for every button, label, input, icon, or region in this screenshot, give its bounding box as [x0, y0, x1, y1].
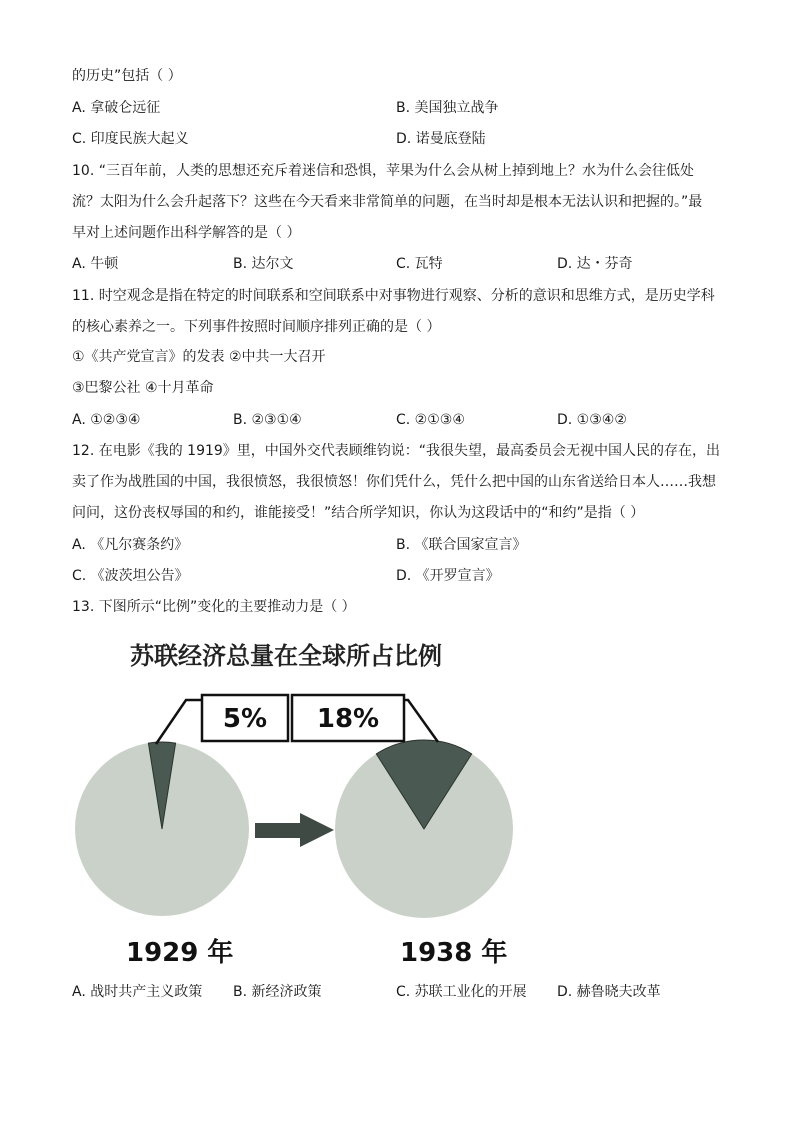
q9-option-d[interactable]: D. 诺曼底登陆: [396, 131, 486, 147]
q11-stem-line-1: 11. 时空观念是指在特定的时间联系和空间联系中对事物进行观察、分析的意识和思维方式，是历史学科: [72, 288, 715, 304]
q10-option-d[interactable]: D. 达・芬奇: [557, 256, 633, 272]
q11-option-c[interactable]: C. ②①③④: [396, 412, 465, 428]
q11-option-a[interactable]: A. ①②③④: [72, 412, 141, 428]
q12-stem-line-2: 卖了作为战胜国的中国，我很愤怒，我很愤怒！你们凭什么，凭什么把中国的山东省送给日本人……我想: [72, 474, 716, 490]
q12-stem-line-1: 12. 在电影《我的 1919》里，中国外交代表顾维钧说：“我很失望，最高委员会无视中国人民的存在，出: [72, 443, 721, 459]
q10-option-b[interactable]: B. 达尔文: [233, 256, 294, 272]
q12-option-b[interactable]: B. 《联合国家宣言》: [396, 537, 527, 553]
share-label-1929: 5%: [222, 704, 268, 734]
q11-stem-line-2: 的核心素养之一。下列事件按照时间顺序排列正确的是（ ）: [72, 319, 441, 335]
year-label-1938: 1938 年: [400, 938, 508, 968]
q13-option-a[interactable]: A. 战时共产主义政策: [72, 984, 203, 1000]
chart-title: 苏联经济总量在全球所占比例: [130, 642, 442, 670]
q11-events-line-2: ③巴黎公社 ④十月革命: [72, 380, 214, 396]
q13-stem: 13. 下图所示“比例”变化的主要推动力是（ ）: [72, 599, 356, 615]
q10-option-c[interactable]: C. 瓦特: [396, 256, 443, 272]
q12-option-c[interactable]: C. 《波茨坦公告》: [72, 568, 189, 584]
q9-stem-tail: 的历史”包括（ ）: [72, 68, 182, 84]
share-label-1938: 18%: [316, 704, 380, 734]
q10-stem-line-2: 流？太阳为什么会升起落下？这些在今天看来非常简单的问题，在当时却是根本无法认识和把握的。”最: [72, 194, 703, 210]
q13-option-c[interactable]: C. 苏联工业化的开展: [396, 984, 527, 1000]
q10-stem-line-3: 早对上述问题作出科学解答的是（ ）: [72, 225, 301, 241]
q13-option-b[interactable]: B. 新经济政策: [233, 984, 322, 1000]
arrow-shaft: [255, 823, 303, 838]
q9-option-c[interactable]: C. 印度民族大起义: [72, 131, 189, 147]
arrow-head: [300, 813, 334, 847]
q12-stem-line-3: 问问，这份丧权辱国的和约，谁能接受！”结合所学知识，你认为这段话中的“和约”是指（ ）: [72, 505, 645, 521]
q13-option-d[interactable]: D. 赫鲁晓夫改革: [557, 984, 661, 1000]
leader-line-1929: [156, 700, 202, 744]
q9-option-b[interactable]: B. 美国独立战争: [396, 100, 499, 116]
q12-option-d[interactable]: D. 《开罗宣言》: [396, 568, 500, 584]
q11-option-b[interactable]: B. ②③①④: [233, 412, 302, 428]
q10-stem-line-1: 10. “三百年前，人类的思想还充斥着迷信和恐惧，苹果为什么会从树上掉到地上？水为什么会往低处: [72, 163, 694, 179]
q12-option-a[interactable]: A. 《凡尔赛条约》: [72, 537, 189, 553]
q10-option-a[interactable]: A. 牛顿: [72, 256, 119, 272]
q11-events-line-1: ①《共产党宣言》的发表 ②中共一大召开: [72, 349, 326, 365]
leader-line-1938: [404, 700, 438, 742]
q9-option-a[interactable]: A. 拿破仑远征: [72, 100, 161, 116]
q11-option-d[interactable]: D. ①③④②: [557, 412, 627, 428]
year-label-1929: 1929 年: [126, 938, 234, 968]
